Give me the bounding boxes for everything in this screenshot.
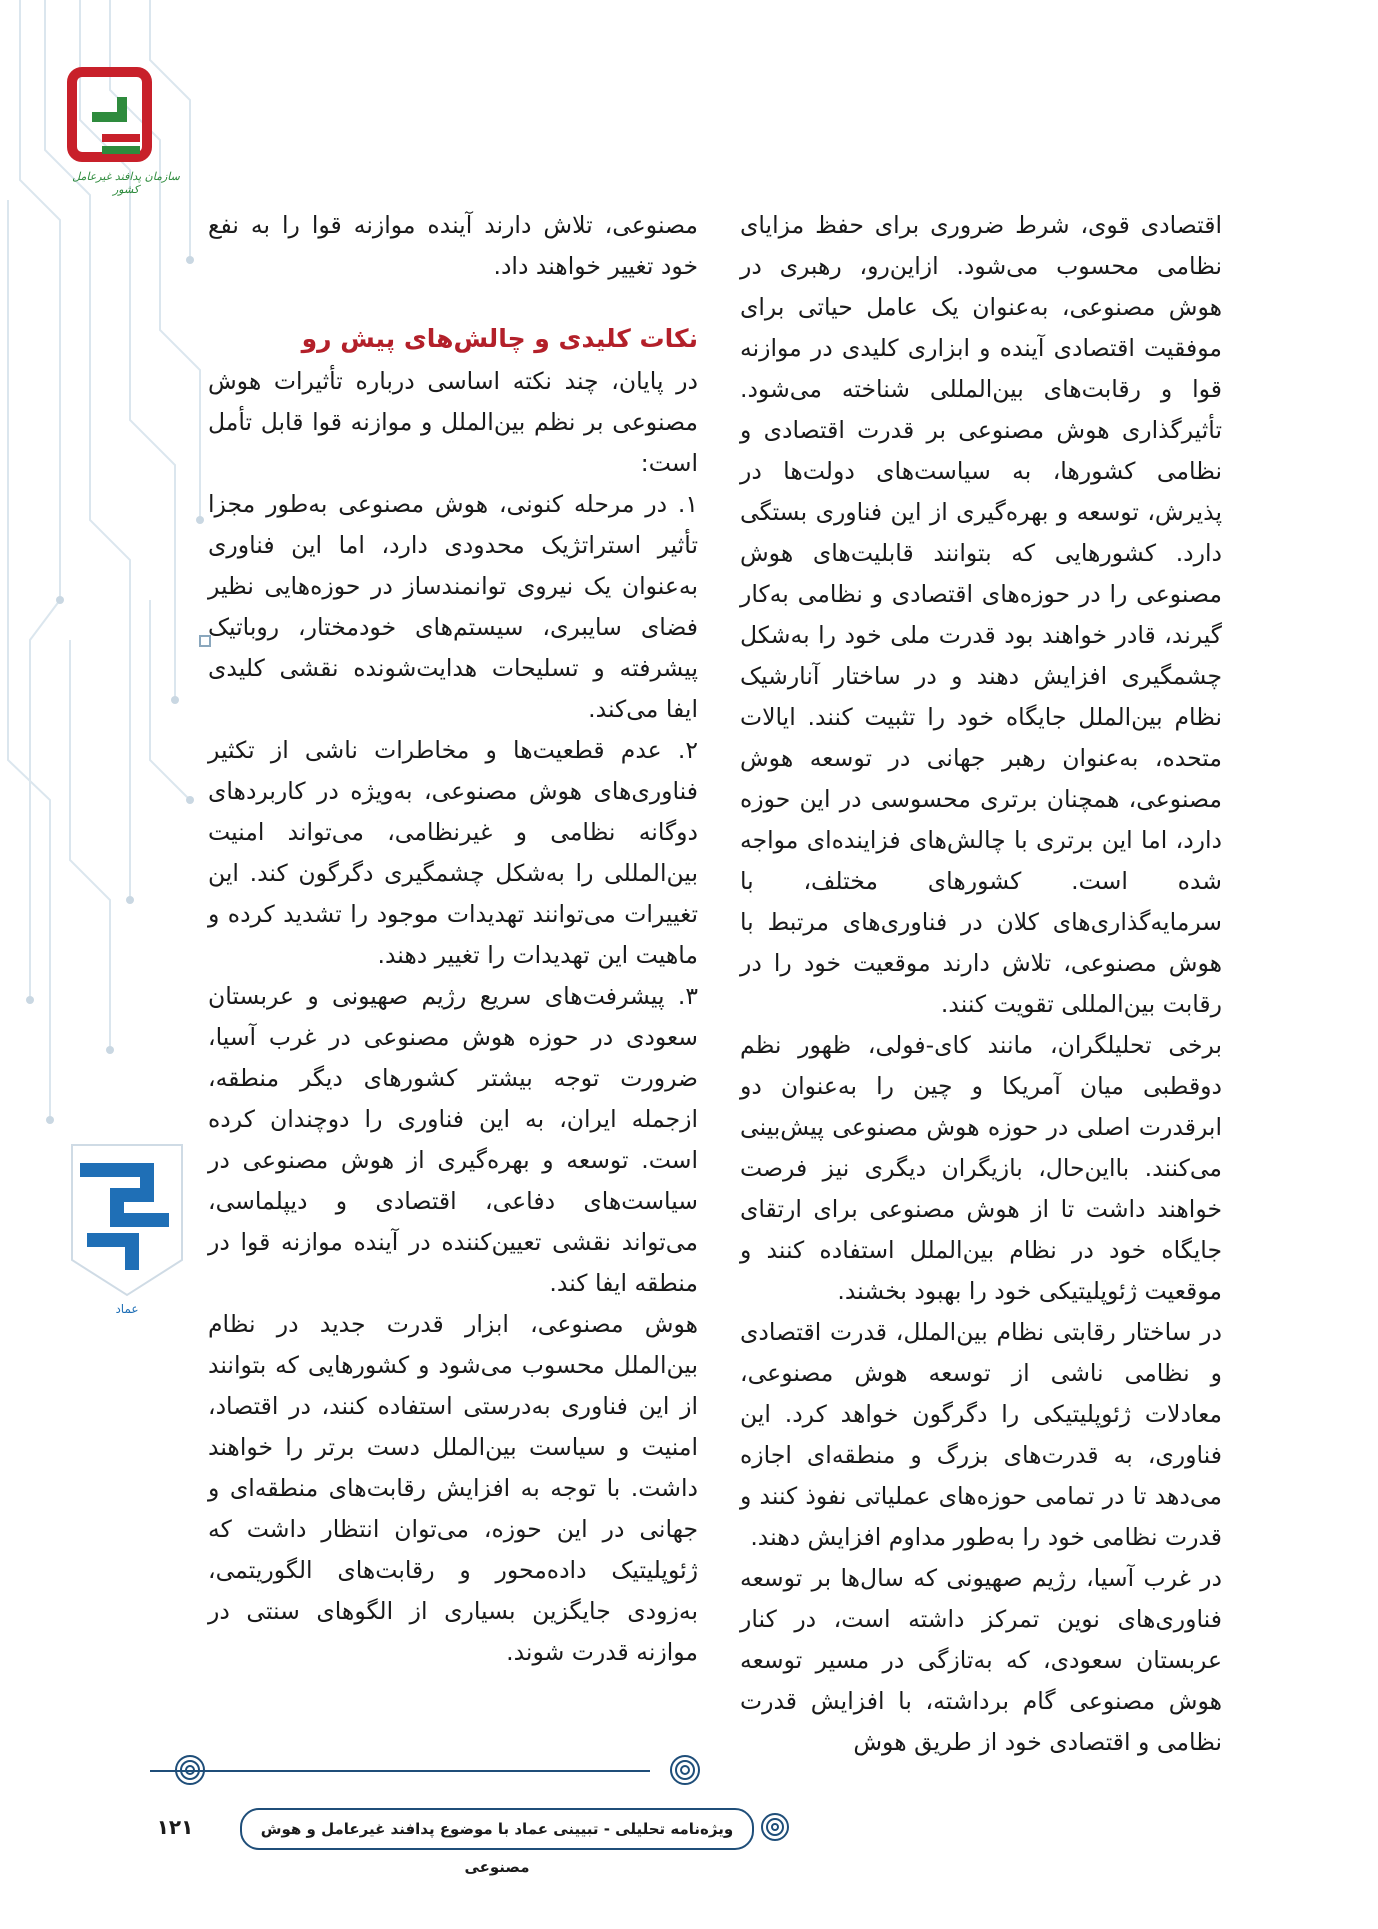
right-column xyxy=(740,205,1222,1763)
footer-circles-icon xyxy=(760,1812,790,1842)
paragraph: مصنوعی، تلاش دارند آینده موازنه قوا را به نفع خود تغییر خواهند داد. xyxy=(208,211,698,280)
organization-logo-text: سازمان پدافند غیرعامل کشور xyxy=(72,170,180,196)
footer-circles-icon xyxy=(660,1755,710,1785)
paragraph: در غرب آسیا، رژیم صهیونی که سال‌ها بر توسعه فناوری‌های نوین تمرکز داشته است، در کنار عربستان سعودی، که به‌تازگی در مسیر توسعه هوش مصنوعی گام برداشته، با افزایش قدرت نظامی و اقتصادی خود از طریق هوش xyxy=(740,1564,1222,1756)
paragraph: اقتصادی قوی، شرط ضروری برای حفظ مزایای نظامی محسوب می‌شود. ازاین‌رو، رهبری در هوش مصنوعی، به‌عنوان یک عامل حیاتی برای موفقیت اقتصادی آینده و ابزاری کلیدی در موازنه قوا و رقابت‌های بین‌المللی شناخته می‌شود. تأثیرگذاری هوش مصنوعی بر قدرت اقتصادی و نظامی کشورها، به سیاست‌های دولت‌ها در پذیرش، توسعه و بهره‌گیری از این فناوری بستگی دارد. کشورهایی که بتوانند قابلیت‌های هوش مصنوعی را در حوزه‌های اقتصادی و نظامی به‌کار گیرند، قادر خواهند بود قدرت ملی خود را به‌شکل چشمگیری افزایش دهند و در ساختار آنارشیک نظام بین‌الملل جایگاه خود را تثبیت کنند. ایالات متحده، به‌عنوان رهبر جهانی در توسعه هوش مصنوعی، همچنان برتری محسوسی در این حوزه دارد، اما این برتری با چالش‌های فزاینده‌ای مواجه شده است. کشورهای مختلف، با سرمایه‌گذاری‌های کلان در فناوری‌های مرتبط با هوش مصنوعی، تلاش دارند موقعیت خود را در رقابت بین‌المللی تقویت کنند. xyxy=(740,211,1222,1018)
footer-caption: ویژه‌نامه تحلیلی - تبیینی عماد با موضوع پدافند غیرعامل و هوش مصنوعی xyxy=(240,1808,754,1850)
footer-line xyxy=(150,1770,650,1772)
emad-logo-text: عماد xyxy=(115,1302,139,1316)
footer-circles-icon xyxy=(165,1755,215,1785)
left-column xyxy=(208,205,698,1673)
paragraph: برخی تحلیلگران، مانند کای-فولی، ظهور نظم دوقطبی میان آمریکا و چین را به‌عنوان دو ابرقدرت اصلی در حوزه هوش مصنوعی پیش‌بینی می‌کنند. بااین‌حال، بازیگران دیگری نیز فرصت خواهند داشت تا از هوش مصنوعی برای ارتقای جایگاه خود در نظام بین‌الملل استفاده کنند و موقعیت ژئوپلیتیکی خود را بهبود بخشند. xyxy=(740,1031,1222,1305)
list-item: ۲. عدم قطعیت‌ها و مخاطرات ناشی از تکثیر فناوری‌های هوش مصنوعی، به‌ویژه در کاربردهای دوگانه نظامی و غیرنظامی، می‌تواند امنیت بین‌المللی را به‌شکل چشمگیری دگرگون کند. این تغییرات می‌توانند تهدیدات موجود را تشدید کرده و ماهیت این تهدیدات را تغییر دهند. xyxy=(208,736,698,969)
paragraph: در ساختار رقابتی نظام بین‌الملل، قدرت اقتصادی و نظامی ناشی از توسعه هوش مصنوعی، معادلات ژئوپلیتیکی را دگرگون خواهد کرد. این فناوری، به قدرت‌های بزرگ و منطقه‌ای اجازه می‌دهد تا در تمامی حوزه‌های عملیاتی نفوذ کنند و قدرت نظامی خود را به‌طور مداوم افزایش دهند. xyxy=(740,1318,1222,1551)
page-number: ۱۲۱ xyxy=(156,1815,194,1839)
paragraph: در پایان، چند نکته اساسی درباره تأثیرات هوش مصنوعی بر نظم بین‌الملل و موازنه قوا قابل تأمل است: xyxy=(208,367,698,477)
section-heading: نکات کلیدی و چالش‌های پیش رو xyxy=(301,324,698,353)
paragraph: هوش مصنوعی، ابزار قدرت جدید در نظام بین‌الملل محسوب می‌شود و کشورهایی که بتوانند از این فناوری به‌درستی استفاده کنند، در اقتصاد، امنیت و سیاست بین‌الملل دست برتر را خواهند داشت. با توجه به افزایش رقابت‌های منطقه‌ای و جهانی در این حوزه، می‌توان انتظار داشت که ژئوپلیتیک داده‌محور و رقابت‌های الگوریتمی، به‌زودی جایگزین بسیاری از الگوهای سنتی در موازنه قدرت شوند. xyxy=(208,1310,698,1666)
emad-logo xyxy=(62,1140,192,1300)
list-item: ۱. در مرحله کنونی، هوش مصنوعی به‌طور مجزا تأثیر استراتژیک محدودی دارد، اما این فناوری به‌عنوان یک نیروی توانمندساز در حوزه‌هایی نظیر فضای سایبری، سیستم‌های خودمختار، روباتیک پیشرفته و تسلیحات هدایت‌شونده نقشی کلیدی ایفا می‌کند. xyxy=(208,490,698,723)
list-item: ۳. پیشرفت‌های سریع رژیم صهیونی و عربستان سعودی در حوزه هوش مصنوعی در غرب آسیا، ضرورت توجه بیشتر کشورهای دیگر منطقه، ازجمله ایران، به این فناوری را دوچندان کرده است. توسعه و بهره‌گیری از هوش مصنوعی در سیاست‌های دفاعی، اقتصادی و دیپلماسی، می‌تواند نقشی تعیین‌کننده در آینده موازنه قوا در منطقه ایفا کند. xyxy=(208,982,698,1297)
